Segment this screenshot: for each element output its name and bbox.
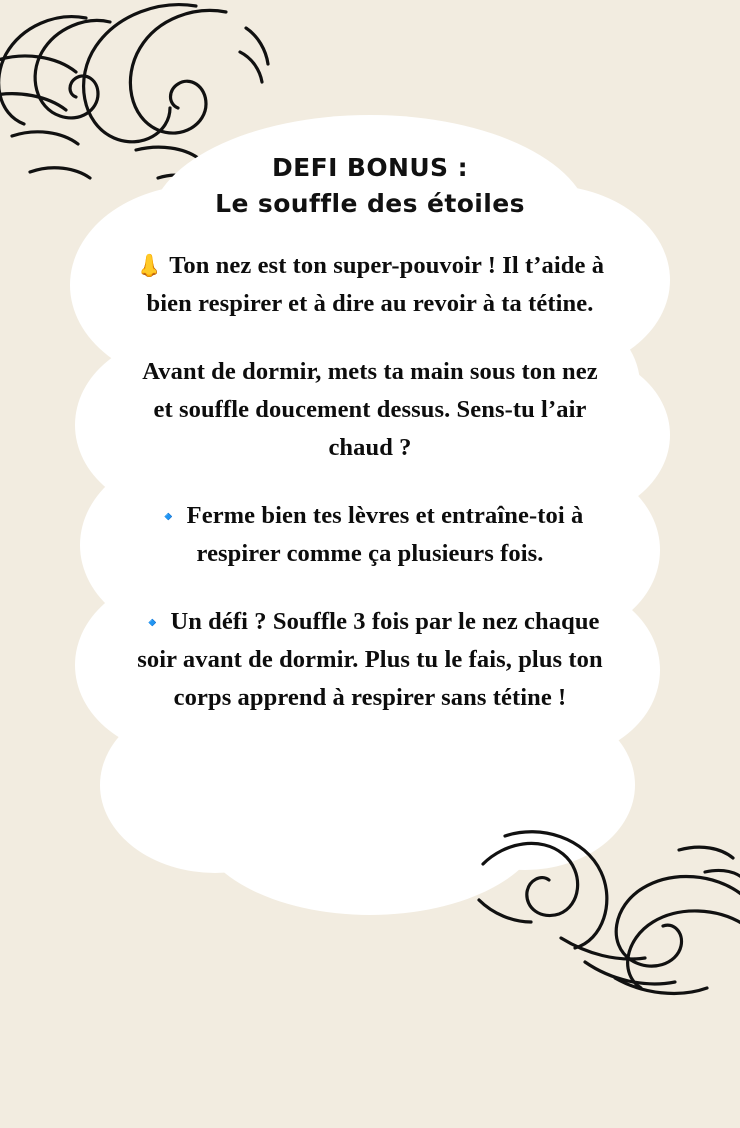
page-title xyxy=(120,150,620,221)
nose-emoji: 👃 xyxy=(135,254,164,279)
paragraph-1-text: Ton nez est ton super-pouvoir ! Il t’aide à bien respirer et à dire au revoir à ta tétine. xyxy=(146,252,605,317)
blue-diamond-icon: 🔹 xyxy=(156,505,181,528)
paragraph-2 xyxy=(120,353,620,467)
card-content xyxy=(0,150,740,717)
paragraph-3-text: Ferme bien tes lèvres et entraîne-toi à respirer comme ça plusieurs fois. xyxy=(186,501,584,567)
title-line-1: DEFI BONUS : xyxy=(272,153,468,182)
paragraph-2-text: Avant de dormir, mets ta main sous ton nez et souffle doucement dessus. Sens-tu l’air chaud ? xyxy=(142,357,598,461)
paragraph-4 xyxy=(120,603,620,717)
blue-diamond-icon: 🔹 xyxy=(140,611,165,634)
title-line-2: Le souffle des étoiles xyxy=(215,188,525,218)
paragraph-4-text: Un défi ? Souffle 3 fois par le nez chaque soir avant de dormir. Plus tu le fais, plus ton corps apprend à respirer sans tétine ! xyxy=(137,607,603,711)
paragraph-3 xyxy=(120,497,620,573)
paragraph-1 xyxy=(120,247,620,323)
